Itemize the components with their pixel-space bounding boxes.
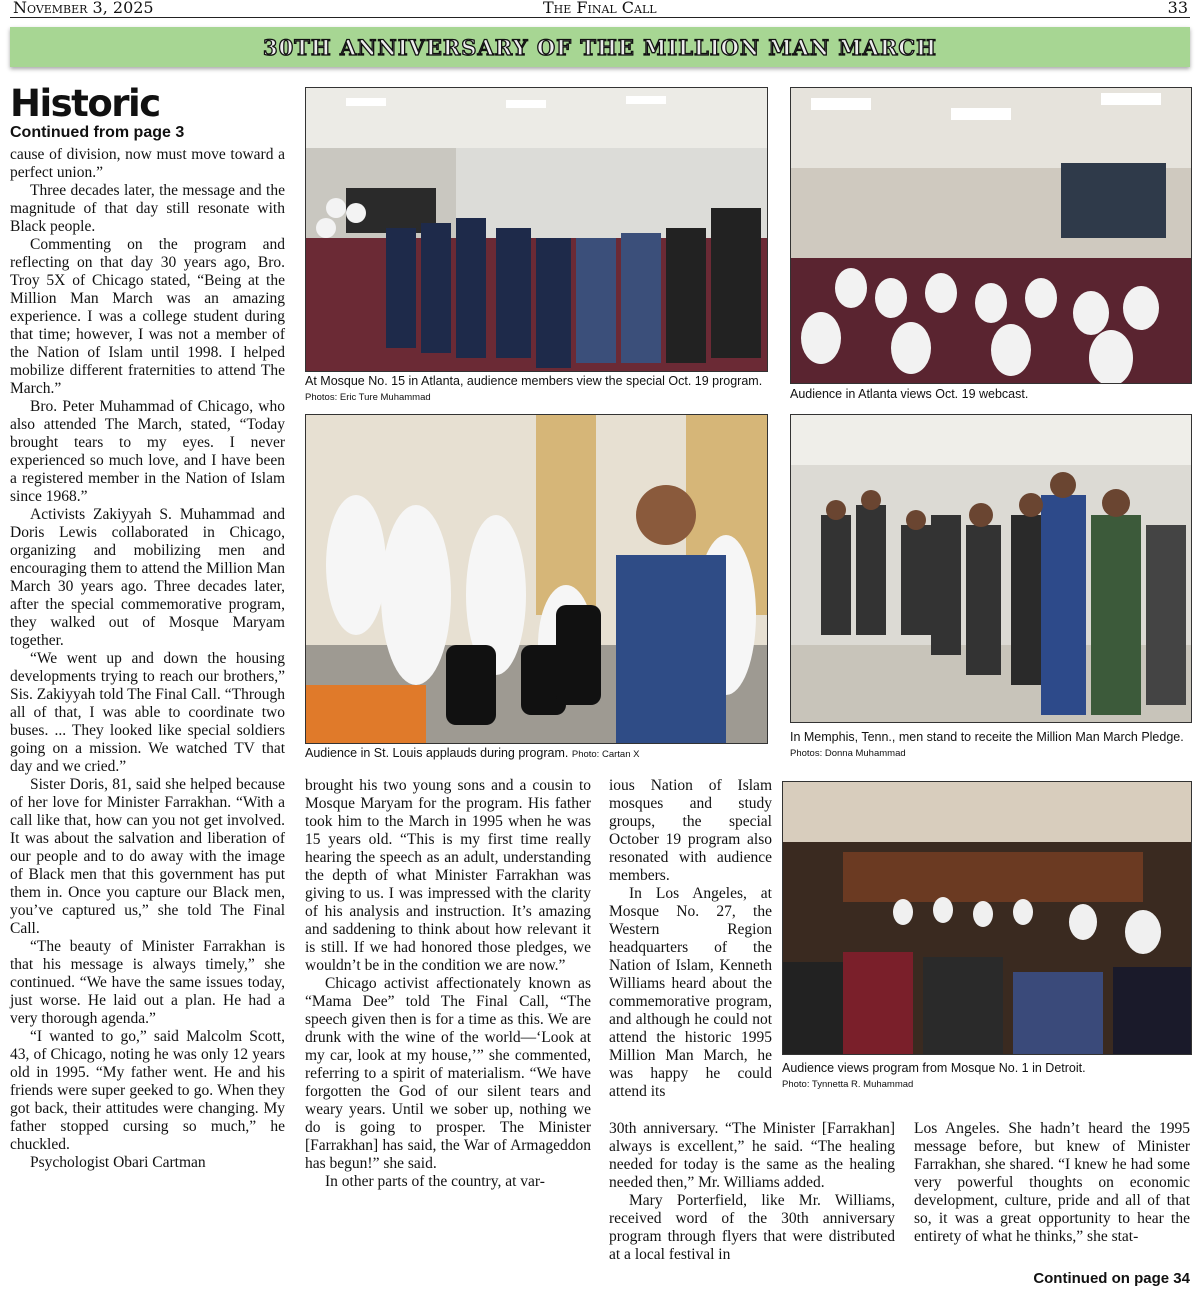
- article-paragraph: cause of division, now must move toward a perfect union.”: [10, 146, 285, 181]
- article-paragraph: Commenting on the program and reflecting on that day 30 years ago, Bro. Troy 5X of Chicago stated, “Being at the Million Man March was an amazing experience. I was a college student during that time; however, I was not a member of the Nation of Islam until 1998. I helped mobilize different fraternities to attend The March.”: [10, 236, 285, 397]
- article-paragraph: ious Nation of Islam mosques and study groups, the special October 19 program also resonated with audience members.: [609, 777, 772, 884]
- article-paragraph: brought his two young sons and a cousin to Mosque Maryam for the program. His father took him to the March in 1995 when he was 15 years old. “This is my first time really hearing the speech as an adult, understanding the depth of what Minister Farrakhan was giving to us. I was impressed with the clarity of his analysis and instruction. It’s amazing and saddening to think about how relevant it is still. If we had honored those pledges, we wouldn’t be in the condition we are now.”: [305, 777, 591, 974]
- caption-st-louis: [305, 746, 766, 762]
- article-paragraph: “We went up and down the housing developments trying to reach our brothers,” Sis. Zakiyyah told The Final Call. “Through all of that, I was able to coordinate two buses. ... They looked like special soldiers going on a mission. We watched TV that day and we cried.”: [10, 650, 285, 775]
- publication-name: The Final Call: [543, 0, 657, 17]
- article-paragraph: “I wanted to go,” said Malcolm Scott, 43, of Chicago, noting he was only 12 years old in 1995. “My father went. He and his friends were super geeked to go. When they got back, their attitudes were changing. My father stopped cursing so much,” he chuckled.: [10, 1028, 285, 1153]
- article-paragraph: Chicago activist affectionately known as “Mama Dee” told The Final Call, “The speech given then is for a time as this. We are drunk with the wine of the world—‘Look at my car, look at my house,’” she commented, referring to a spirit of materialism. “We have forgotten the God of our silent tears and weary years. Until we sober up, nothing we do is going to prosper. The Minister [Farrakhan] has said, the War of Armageddon has begun!” she said.: [305, 975, 591, 1172]
- article-column-3-bottom: [609, 1120, 895, 1264]
- caption-memphis: [790, 730, 1190, 761]
- article-column-3-top: [609, 777, 772, 1101]
- photo-memphis: [790, 414, 1192, 723]
- article-paragraph: Bro. Peter Muhammad of Chicago, who also attended The March, stated, “Today brought tears to my eyes. I never experienced so much love, and I have been a registered member in the Nation of Islam since 1968.”: [10, 398, 285, 505]
- article-paragraph: Psychologist Obari Cartman: [30, 1154, 206, 1171]
- caption-atlanta-webcast: [790, 387, 1190, 402]
- photo-credit: Photo: Cartan X: [571, 749, 640, 760]
- article-paragraph: “The beauty of Minister Farrakhan is that his message is always timely,” she continued. “We have the same issues today, just worse. He laid out a plan. He had a very thorough agenda.”: [10, 938, 285, 1027]
- banner-text: 30TH ANNIVERSARY OF THE MILLION MAN MARCH: [263, 34, 937, 60]
- continued-on: Continued on page 34: [1033, 1270, 1190, 1287]
- article-paragraph: Mary Porterfield, like Mr. Williams, received word of the 30th anniversary program through flyers that were distributed at a local festival in: [609, 1192, 895, 1263]
- photo-credit: Photos: Donna Muhammad: [790, 748, 906, 759]
- section-banner: [10, 27, 1190, 67]
- article-paragraph: Los Angeles. She hadn’t heard the 1995 message before, but knew of Minister Farrakhan, she shared. “I knew he had some very powerful thoughts on economic development, culture, pride and all of that so, it was a great opportunity to hear the entirety of what he thinks,” she stat-: [914, 1120, 1190, 1245]
- photo-atlanta-webcast: [790, 87, 1192, 384]
- article-paragraph: Activists Zakiyyah S. Muhammad and Doris Lewis collaborated in Chicago, organizing and mobilizing men and encouraging them to attend the Million Man March 30 years ago. Three decades later, after the special commemorative program, they walked out of Mosque Maryam together.: [10, 506, 285, 649]
- caption-text: Audience views program from Mosque No. 1 in Detroit.: [782, 1061, 1086, 1075]
- page-number: 33: [1167, 0, 1188, 17]
- caption-text: Audience in St. Louis applauds during program.: [305, 746, 569, 760]
- photo-detroit: [782, 781, 1192, 1055]
- header-rule: [10, 17, 1190, 18]
- article-paragraph: Sister Doris, 81, said she helped because of her love for Minister Farrakhan. “With a call like that, how can you not get involved. It was about the salvation and liberation of our people and to do away with the image of Black men that this government has put them in. Once you capture our Black men, you’ve captured us,” she told The Final Call.: [10, 776, 285, 937]
- article-paragraph: 30th anniversary. “The Minister [Farrakhan] always is excellent,” he said. “The healing needed for today is the same as the healing needed then,” Mr. Williams added.: [609, 1120, 895, 1191]
- headline: Historic: [10, 82, 160, 125]
- photo-atlanta-mosque: [305, 87, 768, 372]
- photo-credit: Photo: Tynnetta R. Muhammad: [782, 1079, 914, 1090]
- caption-text: In Memphis, Tenn., men stand to receite the Million Man March Pledge.: [790, 730, 1184, 744]
- article-column-1: [10, 146, 285, 1172]
- photo-st-louis: [305, 414, 768, 744]
- article-paragraph: Three decades later, the message and the magnitude of that day still resonate with Black people.: [10, 182, 285, 235]
- issue-date: November 3, 2025: [13, 0, 154, 17]
- article-column-4: [914, 1120, 1190, 1246]
- caption-detroit: [782, 1061, 1190, 1092]
- caption-atlanta-mosque: [305, 374, 766, 405]
- article-paragraph: In Los Angeles, at Mosque No. 27, the Western Region headquarters of the Nation of Islam, Kenneth Williams heard about the commemorative program, and although he could not attend the historic 1995 Million Man March, he was happy he could attend its: [609, 885, 772, 1100]
- photo-credit: Photos: Eric Ture Muhammad: [305, 392, 431, 403]
- caption-text: At Mosque No. 15 in Atlanta, audience members view the special Oct. 19 program.: [305, 374, 763, 388]
- continued-from: Continued from page 3: [10, 124, 185, 141]
- article-paragraph: In other parts of the country, at var-: [325, 1173, 545, 1190]
- caption-text: Audience in Atlanta views Oct. 19 webcast.: [790, 387, 1029, 401]
- article-column-2: [305, 777, 591, 1191]
